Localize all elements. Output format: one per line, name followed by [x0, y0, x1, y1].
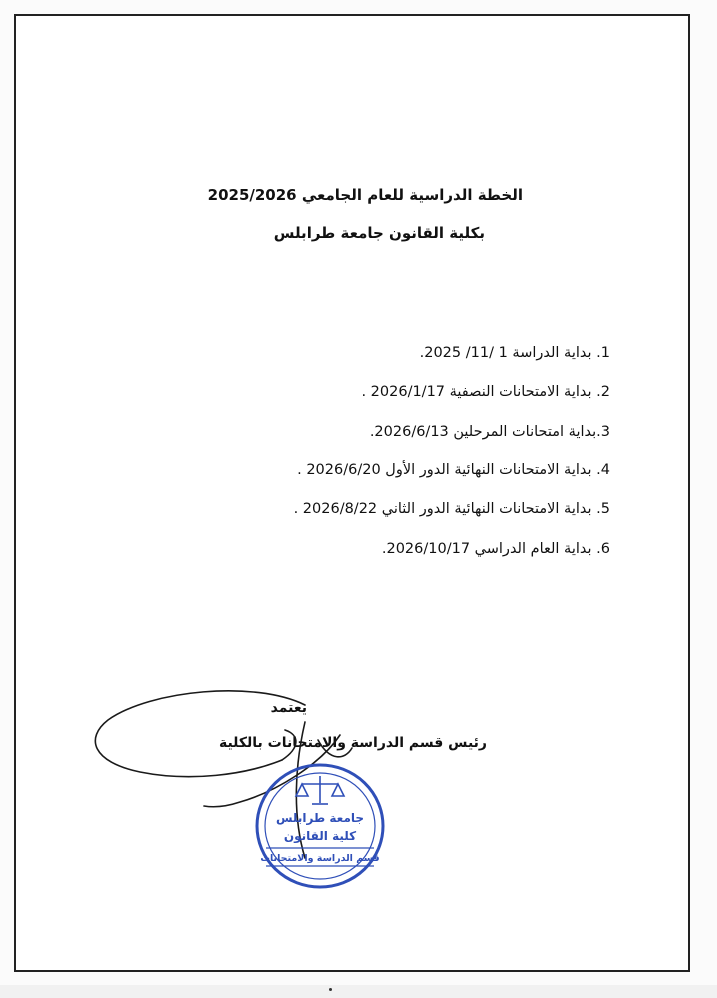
stamp-text: [260, 811, 379, 864]
signer-title: رئيس قسم الدراسة والامتحانات بالكلية: [218, 735, 487, 751]
scales-icon: [296, 776, 344, 804]
plan-item: 4. بداية الامتحانات النهائية الدور الأول 2026/6/20 .: [297, 462, 610, 478]
official-stamp: [257, 765, 383, 887]
stamp-line-university: جامعة طرابلس: [275, 811, 365, 825]
document-subtitle: بكلية القانون جامعة طرابلس: [273, 224, 485, 242]
document-title: الخطة الدراسية للعام الجامعي 2025/2026: [207, 186, 523, 204]
approval-label: يعتمد: [270, 700, 307, 716]
scan-dot: [329, 988, 332, 991]
stamp-line-department: قسم الدراسة والامتحانات: [260, 853, 380, 864]
plan-item: 2. بداية الامتحانات النصفية 2026/1/17 .: [361, 384, 610, 400]
plan-item: 5. بداية الامتحانات النهائية الدور الثاني 2026/8/22 .: [293, 501, 610, 517]
stamp-line-faculty: كلية القانون: [283, 829, 357, 843]
plan-item: 6. بداية العام الدراسي 2026/10/17.: [381, 541, 610, 557]
plan-item: 1. بداية الدراسة 1 /11/ 2025.: [419, 345, 610, 361]
plan-item: 3.بداية امتحانات المرحلين 2026/6/13.: [369, 424, 610, 440]
